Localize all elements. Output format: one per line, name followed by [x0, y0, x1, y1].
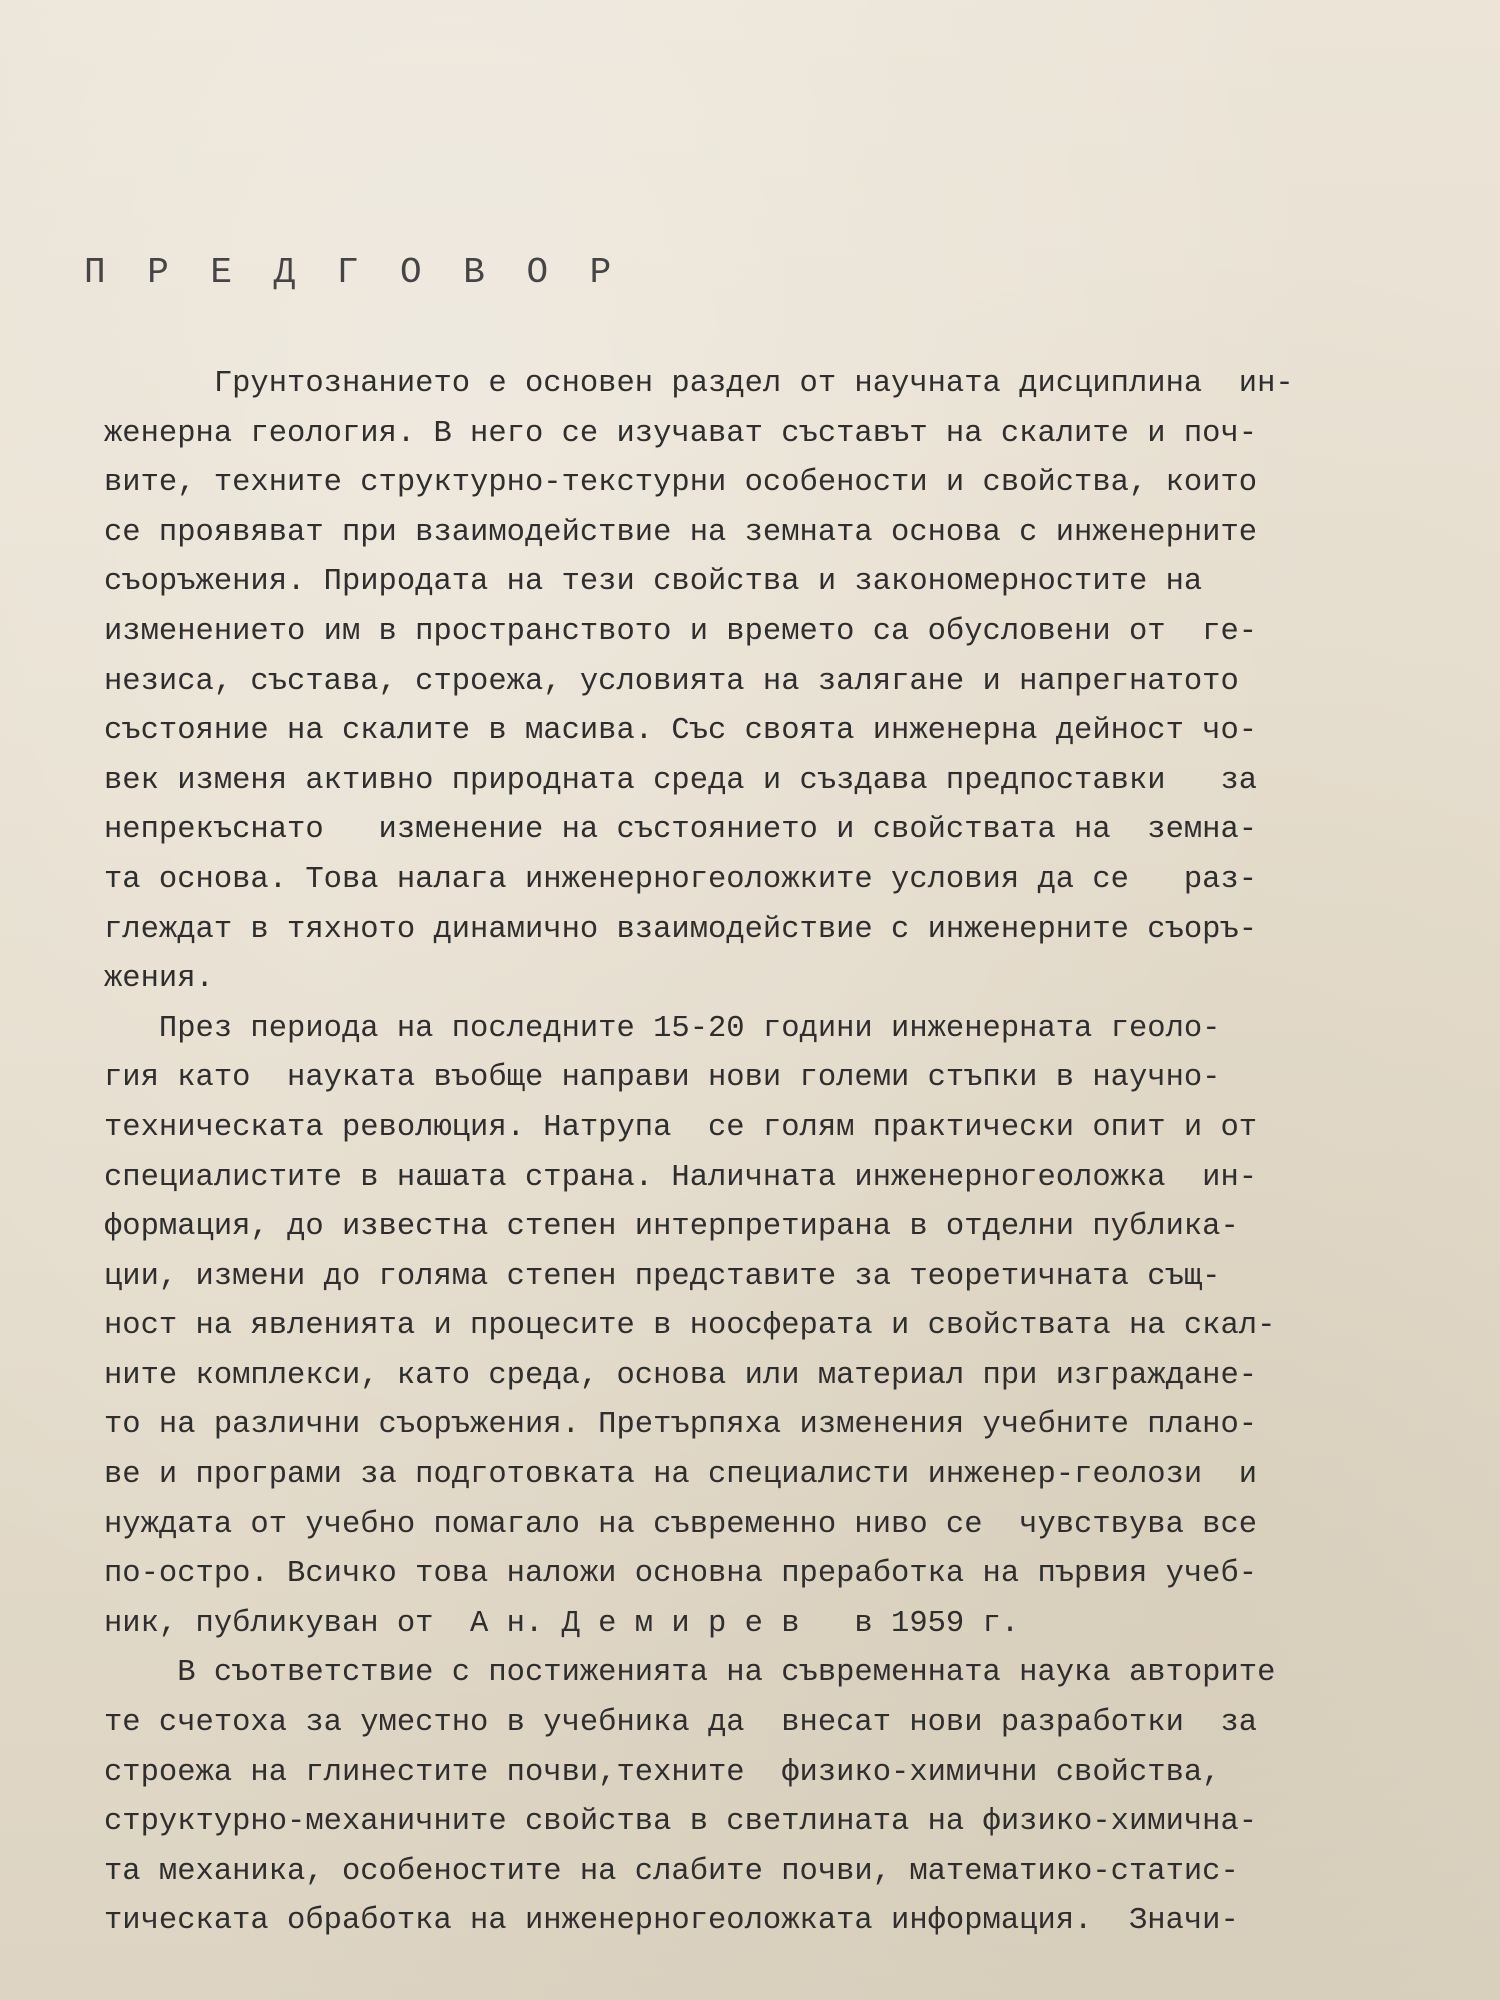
text-line: вите, техните структурно-текстурни особености и свойства, които	[104, 466, 1258, 501]
text-line: ции, измени до голяма степен представите за теоретичната същ-	[104, 1259, 1221, 1294]
body-text	[104, 360, 1444, 1947]
text-line: строежа на глинестите почви,техните физико-химични свойства,	[104, 1755, 1221, 1790]
text-line: по-остро. Всичко това наложи основна преработка на първия учеб-	[104, 1557, 1258, 1592]
text-line: гия като науката въобще направи нови големи стъпки в научно-	[104, 1061, 1221, 1096]
text-line: глеждат в тяхното динамично взаимодействие с инженерните съоръ-	[104, 912, 1258, 947]
text-line: те счетоха за уместно в учебника да внесат нови разработки за	[104, 1706, 1258, 1741]
text-line: тическата обработка на инженерногеоложката информация. Значи-	[104, 1904, 1239, 1939]
text-line: През периода на последните 15-20 години инженерната геоло-	[104, 1011, 1221, 1046]
text-line: век изменя активно природната среда и създава предпоставки за	[104, 763, 1258, 798]
text-line: структурно-механичните свойства в светлината на физико-химична-	[104, 1805, 1258, 1840]
text-line: то на различни съоръжения. Претърпяха изменения учебните плано-	[104, 1408, 1258, 1443]
text-line: изменението им в пространството и времето са обусловени от ге-	[104, 614, 1258, 649]
text-line: женерна геология. В него се изучават съставът на скалите и поч-	[104, 416, 1258, 451]
text-line: непрекъснато изменение на състоянието и свойствата на земна-	[104, 813, 1258, 848]
text-line: специалистите в нашата страна. Наличната инженерногеоложка ин-	[104, 1160, 1258, 1195]
text-line: ност на явленията и процесите в ноосферата и свойствата на скал-	[104, 1309, 1276, 1344]
text-line: та механика, особеностите на слабите почви, математико-статис-	[104, 1854, 1239, 1889]
text-line: техническата революция. Натрупа се голям практически опит и от	[104, 1110, 1258, 1145]
text-line: се проявяват при взаимодействие на земната основа с инженерните	[104, 515, 1258, 550]
text-line: ник, публикуван от А н. Д е м и р е в в 1959 г.	[104, 1606, 1020, 1641]
text-line: та основа. Това налага инженерногеоложките условия да се раз-	[104, 862, 1258, 897]
text-line: жения.	[104, 962, 214, 997]
text-line: формация, до известна степен интерпретирана в отделни публика-	[104, 1210, 1239, 1245]
text-line: ните комплекси, като среда, основа или материал при изграждане-	[104, 1358, 1258, 1393]
text-line: незиса, състава, строежа, условията на залягане и напрегнатото	[104, 664, 1239, 699]
text-line: В съответствие с постиженията на съвременната наука авторите	[104, 1656, 1276, 1691]
text-line: ве и програми за подготовката на специалисти инженер-геолози и	[104, 1458, 1258, 1493]
text-line: Грунтознанието е основен раздел от научната дисциплина ин-	[104, 367, 1294, 401]
text-line: нуждата от учебно помагало на съвременно ниво се чувствува все	[104, 1507, 1258, 1542]
text-line: съоръжения. Природата на тези свойства и закономерностите на	[104, 565, 1203, 600]
text-line: състояние на скалите в масива. Със своята инженерна дейност чо-	[104, 714, 1258, 749]
page-heading: П Р Е Д Г О В О Р	[84, 252, 622, 293]
